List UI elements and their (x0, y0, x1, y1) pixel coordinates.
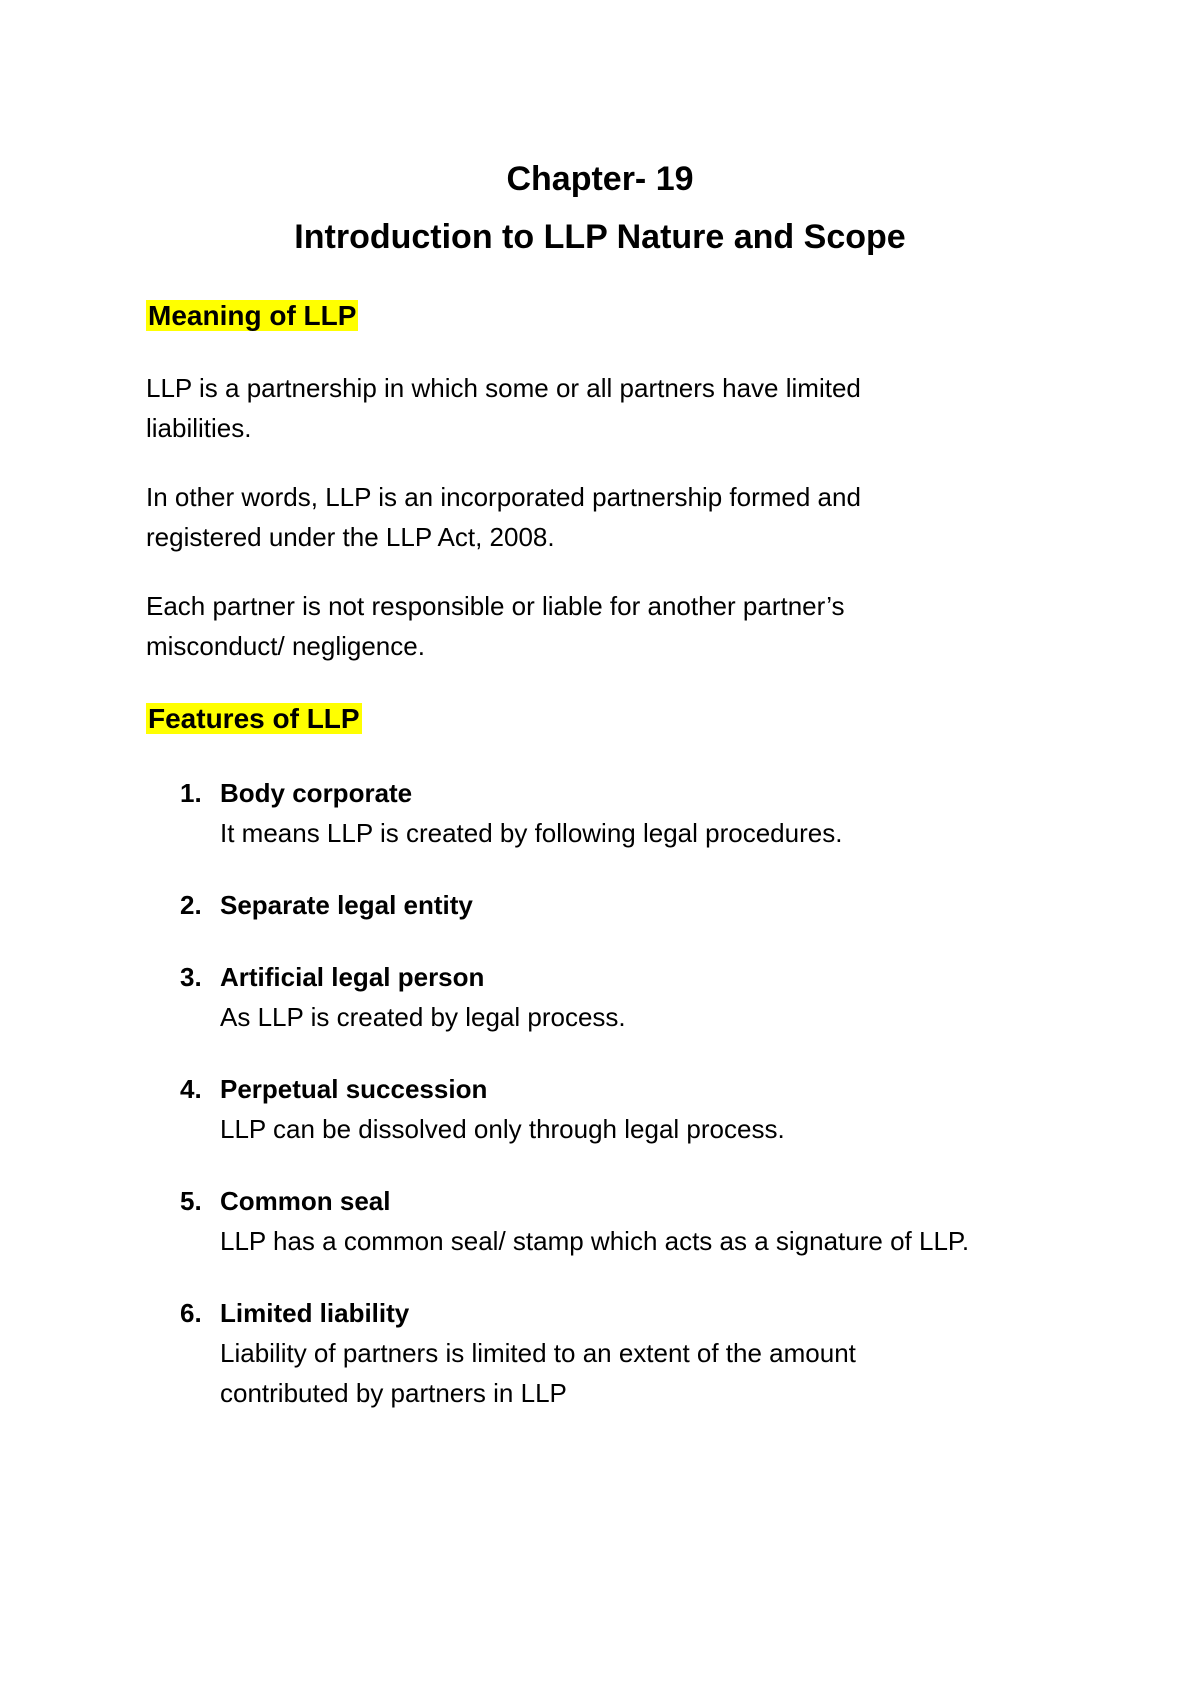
chapter-title: Introduction to LLP Nature and Scope (294, 218, 906, 256)
meaning-paragraph-3-line-1: Each partner is not responsible or liable for another partner’s (146, 591, 845, 621)
chapter-number: Chapter- 19 (506, 160, 694, 198)
list-item (146, 957, 1066, 1037)
list-item-number: 2. (180, 890, 202, 920)
list-item-title: Common seal (220, 1186, 391, 1216)
meaning-paragraph-1-line-1: LLP is a partnership in which some or all partners have limited (146, 373, 861, 403)
list-item-number: 1. (180, 778, 202, 808)
list-item-number: 6. (180, 1298, 202, 1328)
list-item-description: Liability of partners is limited to an extent of the amount (220, 1338, 856, 1368)
list-item-title: Body corporate (220, 778, 413, 808)
list-item-title: Limited liability (220, 1298, 410, 1328)
title-block (0, 150, 1200, 266)
meaning-heading (146, 296, 1066, 336)
list-item-number: 5. (180, 1186, 202, 1216)
list-item-description: It means LLP is created by following legal procedures. (220, 818, 843, 848)
list-item-description: As LLP is created by legal process. (220, 1002, 626, 1032)
meaning-paragraph-1-line-2: liabilities. (146, 413, 252, 443)
meaning-paragraph-3-line-2: misconduct/ negligence. (146, 631, 425, 661)
list-item (146, 885, 1066, 925)
list-item (146, 773, 1066, 853)
list-item (146, 1181, 1066, 1261)
list-item (146, 1293, 1066, 1413)
list-item-number: 3. (180, 962, 202, 992)
list-item-description: LLP can be dissolved only through legal process. (220, 1114, 785, 1144)
list-item-number: 4. (180, 1074, 202, 1104)
list-item-title: Separate legal entity (220, 890, 473, 920)
meaning-heading-text: Meaning of LLP (148, 300, 357, 331)
meaning-paragraph-2-line-1: In other words, LLP is an incorporated partnership formed and (146, 482, 861, 512)
list-item-description: contributed by partners in LLP (220, 1378, 567, 1408)
list-item-title: Artificial legal person (220, 962, 485, 992)
features-heading (146, 699, 1066, 739)
features-list (146, 773, 1066, 1413)
list-item-title: Perpetual succession (220, 1074, 488, 1104)
features-heading-text: Features of LLP (148, 703, 360, 734)
list-item-description: LLP has a common seal/ stamp which acts as a signature of LLP. (220, 1226, 970, 1256)
list-item (146, 1069, 1066, 1149)
document-body (146, 296, 1066, 1413)
meaning-paragraph-2-line-2: registered under the LLP Act, 2008. (146, 522, 555, 552)
